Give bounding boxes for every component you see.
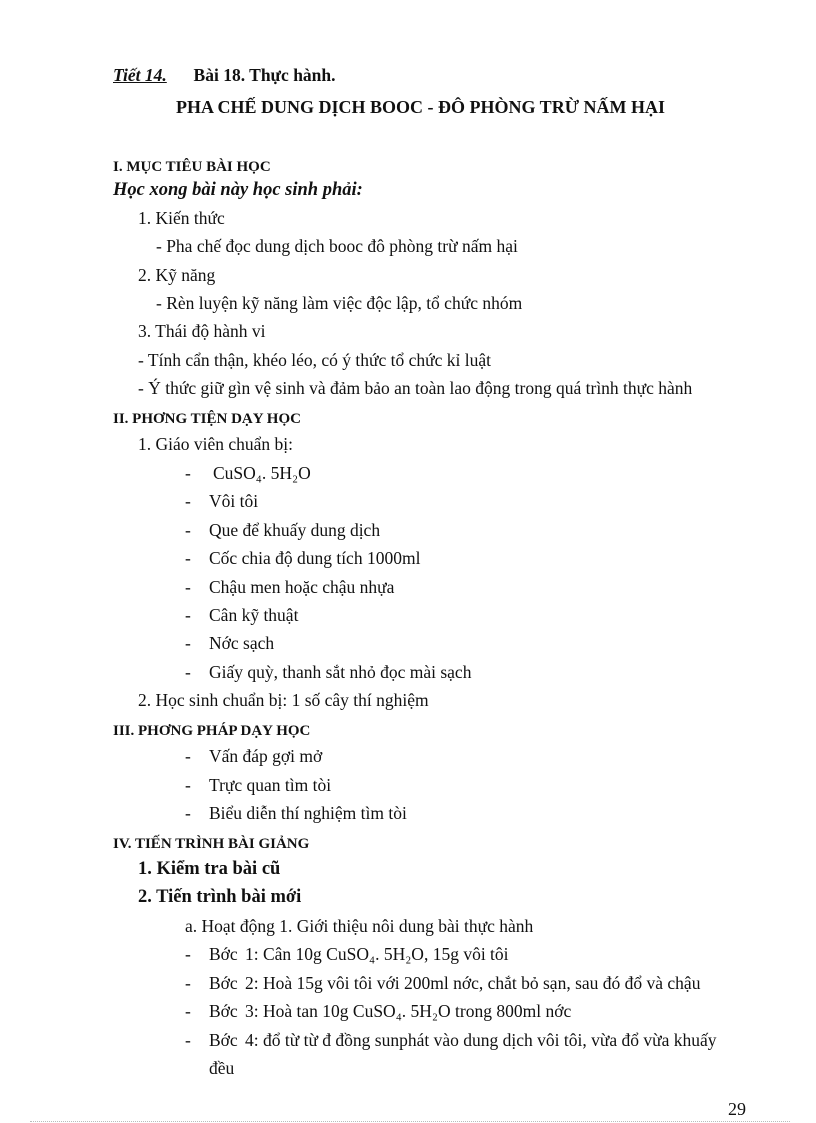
skills-title: 2. Kỹ năng: [138, 265, 216, 285]
step-item: - Bớc 4: đổ từ từ đ đồng sunphát vào dung dịch vôi tôi, vừa đổ vừa khuấy: [185, 1030, 717, 1050]
attitude-title: 3. Thái độ hành vi: [138, 321, 266, 341]
step-item: - Bớc 3: Hoà tan 10g CuSO₄. 5H₂O trong 800ml nớc: [185, 1001, 572, 1021]
lesson-header: [113, 64, 336, 86]
teacher-prep-item: - Que để khuấy dung dịch: [185, 520, 381, 540]
method-item: - Biểu diễn thí nghiệm tìm tòi: [185, 803, 407, 823]
section-3-heading: III. PHƠNG PHÁP DẠY HỌC: [113, 723, 311, 739]
section-1-heading: I. MỤC TIÊU BÀI HỌC: [113, 159, 271, 175]
lesson-tag: Tiết 14.: [113, 65, 167, 85]
section-1-intro: Học xong bài này học sinh phải:: [113, 180, 363, 200]
attitude-item: - Tính cẩn thận, khéo léo, có ý thức tổ chức kỉ luật: [138, 350, 491, 370]
teacher-prep-item: - Nớc sạch: [185, 633, 275, 653]
teacher-prep-item: - Chậu men hoặc chậu nhựa: [185, 577, 395, 597]
teacher-prep-item: - Giấy quỳ, thanh sắt nhỏ đọc mài sạch: [185, 662, 472, 682]
step-item: - Bớc 2: Hoà 15g vôi tôi với 200ml nớc, chắt bỏ sạn, sau đó đổ và chậu: [185, 973, 701, 993]
method-item: - Vấn đáp gợi mở: [185, 746, 323, 766]
skills-item: - Rèn luyện kỹ năng làm việc độc lập, tổ chức nhóm: [156, 293, 523, 313]
step-item: - Bớc 1: Cân 10g CuSO₄. 5H₂O, 15g vôi tôi: [185, 944, 509, 964]
teacher-prep-title: 1. Giáo viên chuẩn bị:: [138, 434, 294, 454]
footer-rule: [30, 1121, 790, 1122]
new-lesson-progress: 2. Tiến trình bài mới: [138, 887, 302, 907]
old-lesson-check: 1. Kiểm tra bài cũ: [138, 859, 281, 879]
step-item-continuation: đều: [209, 1058, 235, 1078]
activity-1: a. Hoạt động 1. Giới thiệu nôi dung bài thực hành: [185, 916, 534, 936]
teacher-prep-item: - CuSO₄. 5H₂O: [185, 463, 311, 483]
teacher-prep-item: - Cốc chia độ dung tích 1000ml: [185, 548, 421, 568]
teacher-prep-item: - Vôi tôi: [185, 491, 259, 511]
teacher-prep-item: - Cân kỹ thuật: [185, 605, 299, 625]
method-item: - Trực quan tìm tòi: [185, 775, 332, 795]
knowledge-title: 1. Kiến thức: [138, 208, 225, 228]
student-prep: 2. Học sinh chuẩn bị: 1 số cây thí nghiệm: [138, 690, 429, 710]
lesson-title: Bài 18. Thực hành.: [193, 65, 336, 85]
section-2-heading: II. PHƠNG TIỆN DẠY HỌC: [113, 411, 301, 427]
attitude-item: - Ý thức giữ gìn vệ sinh và đảm bảo an toàn lao động trong quá trình thực hành: [138, 378, 693, 398]
section-4-heading: IV. TIẾN TRÌNH BÀI GIẢNG: [113, 836, 310, 852]
knowledge-item: - Pha chế đọc dung dịch booc đô phòng trừ nấm hại: [156, 236, 518, 256]
page-number: 29: [728, 1099, 746, 1119]
main-title: PHA CHẾ DUNG DỊCH BOOC - ĐÔ PHÒNG TRỪ NẤM HẠI: [176, 97, 666, 117]
